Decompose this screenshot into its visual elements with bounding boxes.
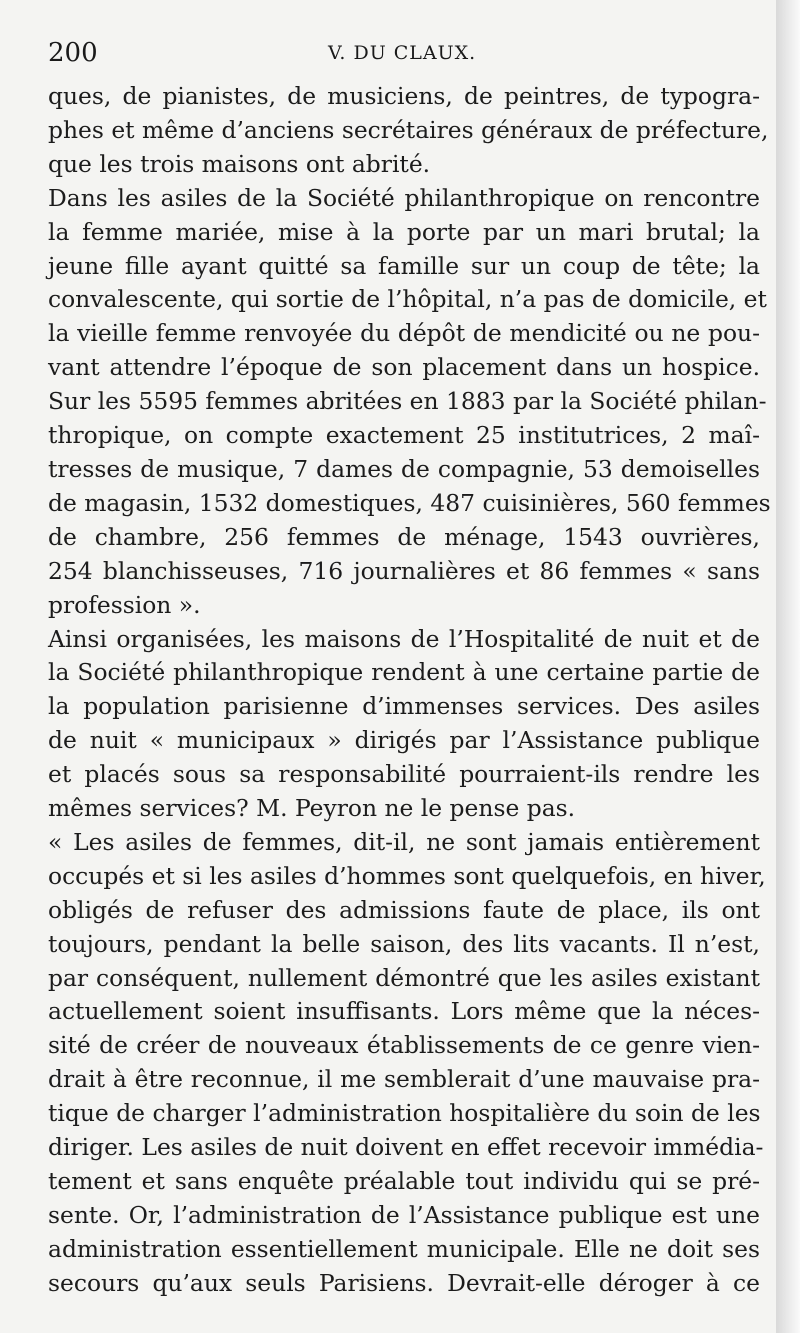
text-line: secours qu’aux seuls Parisiens. Devrait-elle déroger à ce <box>48 1268 760 1297</box>
text-line: Dans les asiles de la Société philanthropique on rencontre <box>48 183 760 212</box>
body-text <box>48 80 771 1301</box>
page-number: 200 <box>48 38 98 68</box>
text-line: jeune fille ayant quitté sa famille sur un coup de tête; la <box>48 251 760 280</box>
running-title: V. DU CLAUX. <box>328 42 477 64</box>
text-line: la population parisienne d’immenses services. Des asiles <box>48 692 760 721</box>
text-line: toujours, pendant la belle saison, des lits vacants. Il n’est, <box>48 929 760 958</box>
text-line: Sur les 5595 femmes abritées en 1883 par la Société philan- <box>48 387 767 416</box>
text-line: Ainsi organisées, les maisons de l’Hospitalité de nuit et de <box>48 624 760 653</box>
text-line: la femme mariée, mise à la porte par un mari brutal; la <box>48 217 760 246</box>
text-line: de nuit « municipaux » dirigés par l’Assistance publique <box>48 726 760 755</box>
text-line: obligés de refuser des admissions faute de place, ils ont <box>48 895 760 924</box>
text-line: « Les asiles de femmes, dit-il, ne sont jamais entièrement <box>48 827 760 856</box>
text-line: convalescente, qui sortie de l’hôpital, n’a pas de domicile, et <box>48 285 767 314</box>
text-line: et placés sous sa responsabilité pourraient-ils rendre les <box>48 760 760 789</box>
text-line: ques, de pianistes, de musiciens, de peintres, de typogra- <box>48 82 760 110</box>
text-line: que les trois maisons ont abrité. <box>48 149 431 178</box>
text-line: thropique, on compte exactement 25 institutrices, 2 maî- <box>48 421 760 450</box>
text-line: sente. Or, l’administration de l’Assistance publique est une <box>48 1200 760 1229</box>
text-line: actuellement soient insuffisants. Lors même que la néces- <box>48 997 760 1026</box>
text-line: phes et même d’anciens secrétaires généraux de préfecture, <box>48 115 769 144</box>
text-line: occupés et si les asiles d’hommes sont quelquefois, en hiver, <box>48 861 766 890</box>
text-line: la Société philanthropique rendent à une certaine partie de <box>48 658 760 687</box>
page-gutter-shadow <box>776 0 800 1333</box>
text-line: tresses de musique, 7 dames de compagnie, 53 demoiselles <box>48 454 760 483</box>
text-line: par conséquent, nullement démontré que les asiles existant <box>48 963 760 992</box>
text-line: tement et sans enquête préalable tout individu qui se pré- <box>48 1167 760 1195</box>
text-line: tique de charger l’administration hospitalière du soin de les <box>48 1099 761 1128</box>
text-line: vant attendre l’époque de son placement dans un hospice. <box>48 353 760 382</box>
text-line: de magasin, 1532 domestiques, 487 cuisinières, 560 femmes <box>48 488 771 517</box>
text-line: drait à être reconnue, il me semblerait d’une mauvaise pra- <box>48 1065 760 1094</box>
text-line: mêmes services? M. Peyron ne le pense pas. <box>48 794 576 823</box>
page-header <box>48 38 760 78</box>
text-line: administration essentiellement municipale. Elle ne doit ses <box>48 1234 760 1263</box>
text-line: la vieille femme renvoyée du dépôt de mendicité ou ne pou- <box>48 319 760 348</box>
text-line: 254 blanchisseuses, 716 journalières et 86 femmes « sans <box>48 556 760 585</box>
text-line: sité de créer de nouveaux établissements de ce genre vien- <box>48 1031 760 1060</box>
text-line: profession ». <box>48 590 201 619</box>
text-line: de chambre, 256 femmes de ménage, 1543 ouvrières, <box>48 522 760 551</box>
text-line: diriger. Les asiles de nuit doivent en effet recevoir immédia- <box>48 1133 764 1162</box>
